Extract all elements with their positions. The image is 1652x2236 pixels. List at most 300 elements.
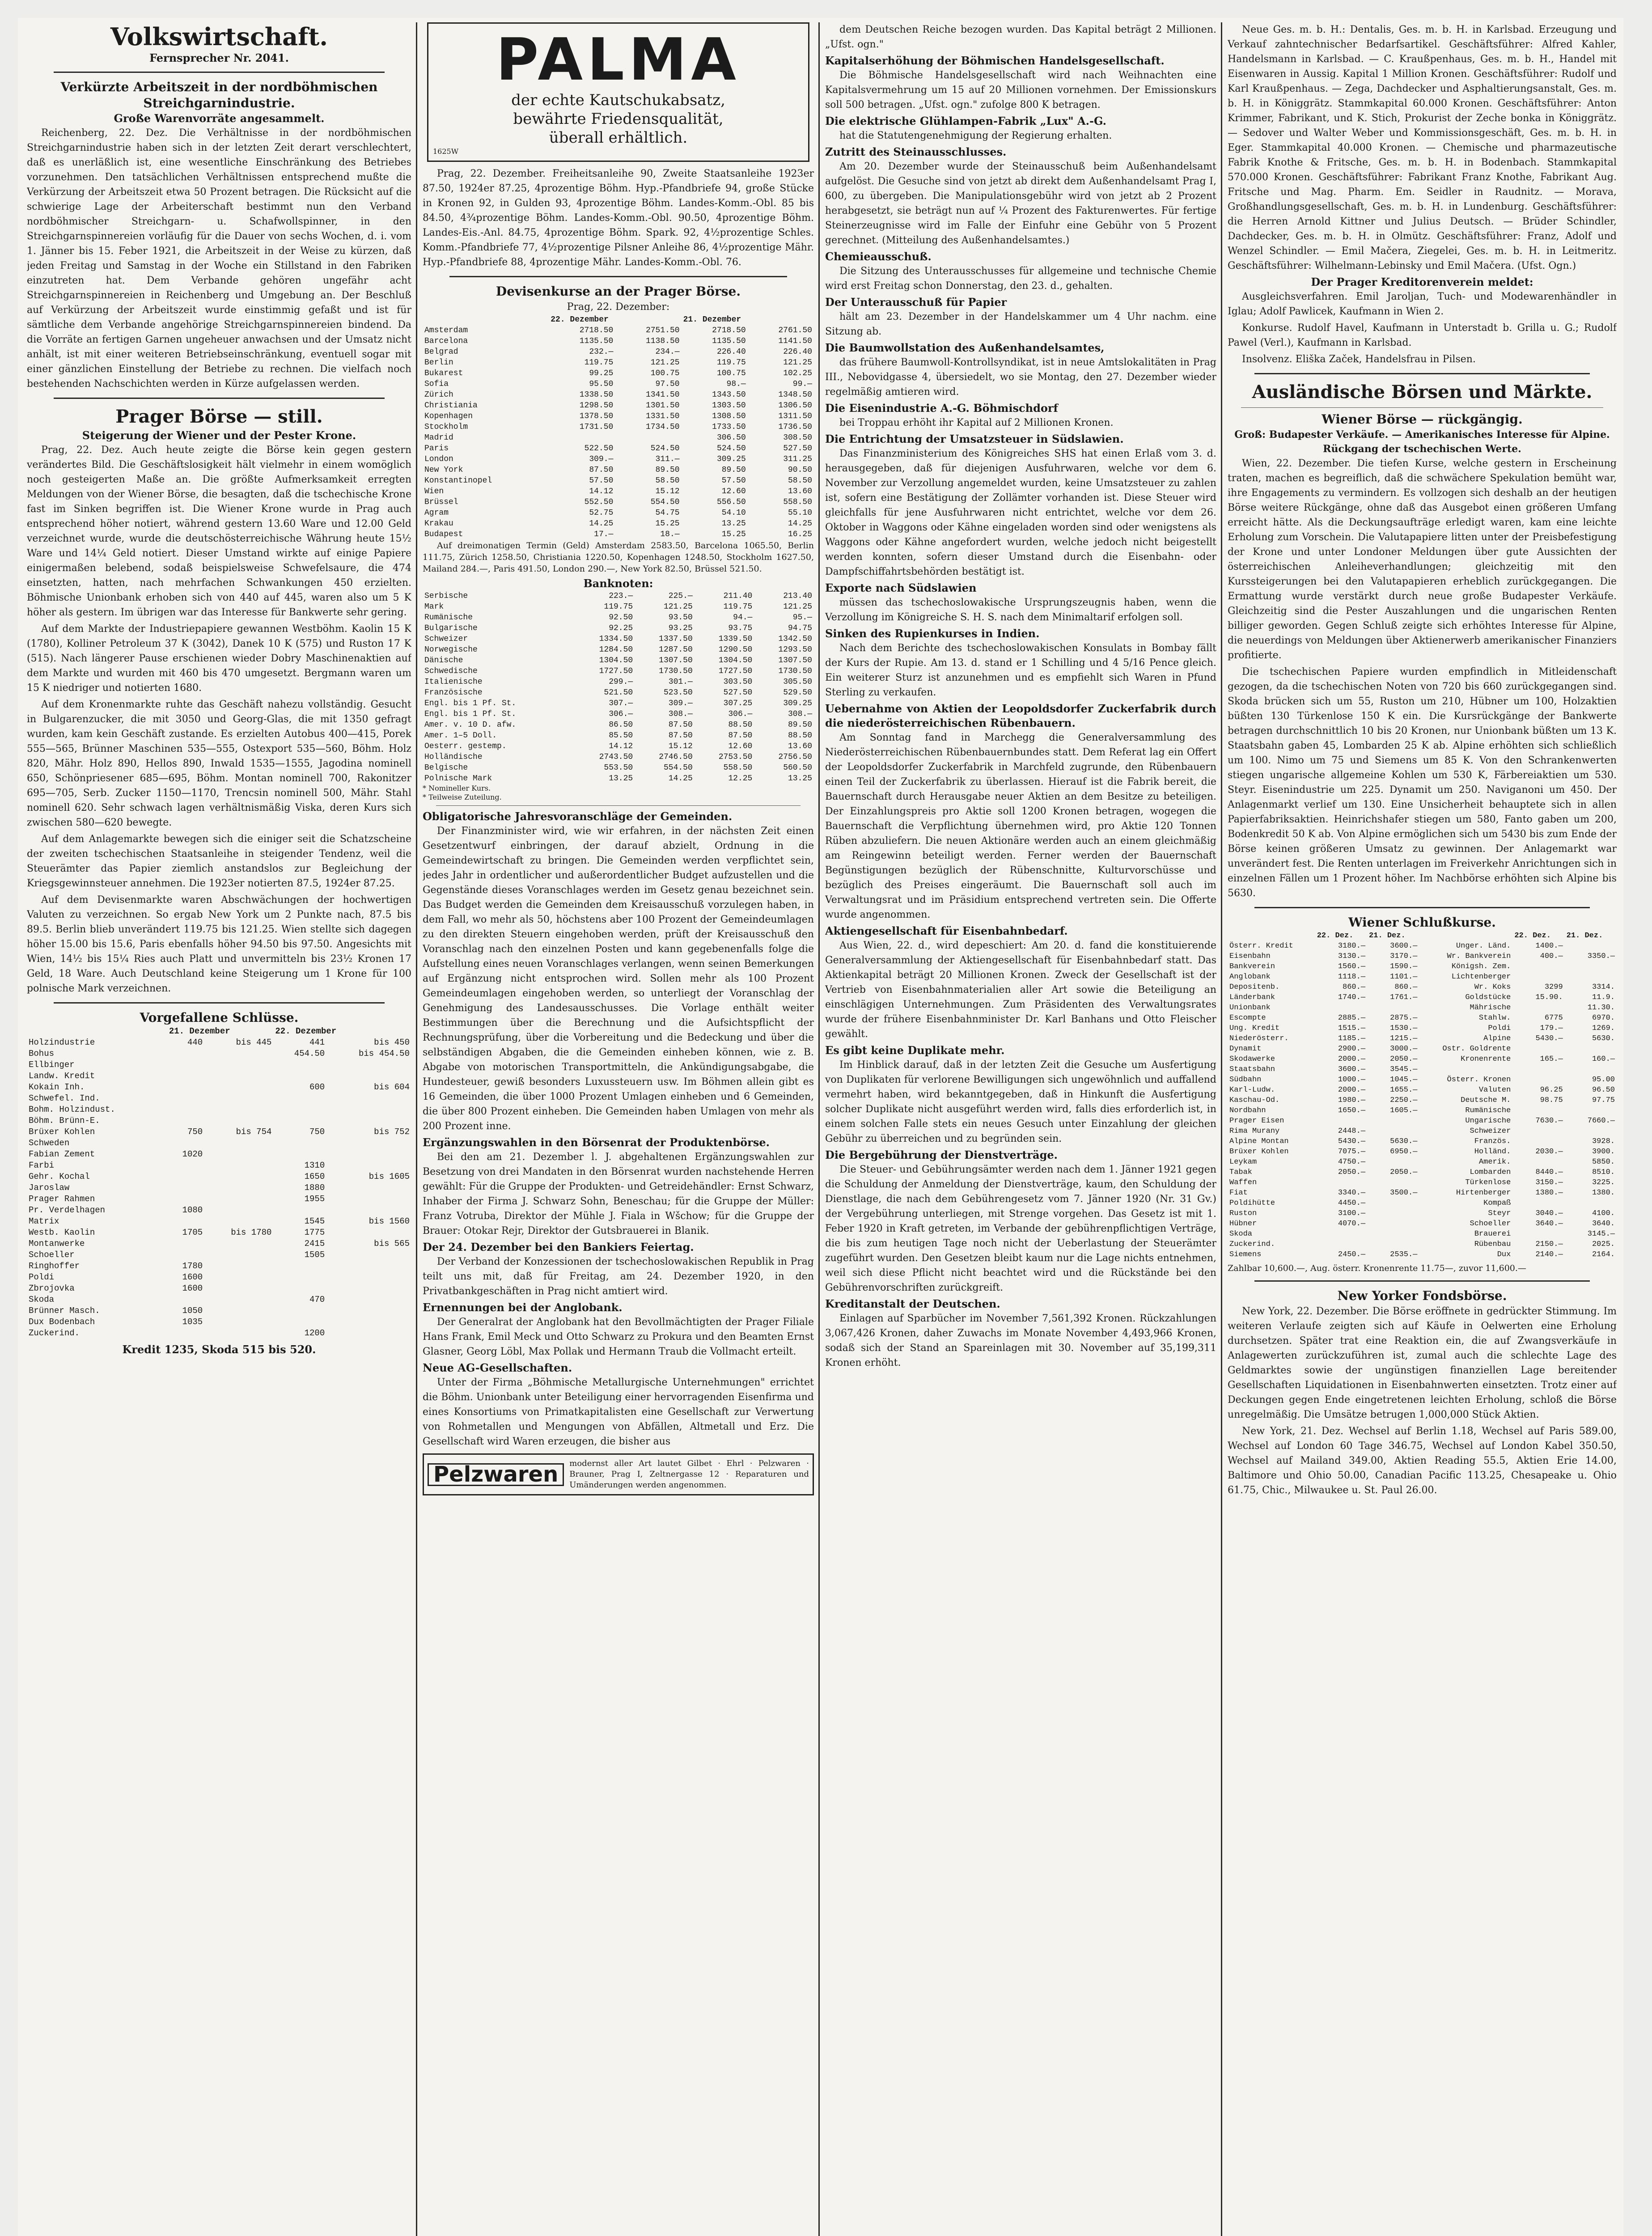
ad-line: bewährte Friedensqualität,	[513, 110, 724, 128]
table-header-cell: 22. Dezember	[275, 1026, 337, 1036]
table-cell	[167, 1115, 204, 1126]
table-cell: 308.—	[668, 710, 693, 719]
table-cell	[1565, 972, 1617, 982]
table-row	[423, 655, 814, 666]
table-row	[423, 698, 814, 709]
table-cell: 1380.—	[1535, 1189, 1563, 1197]
table-cell: 95.—	[792, 613, 812, 622]
table-cell: Dux	[1497, 1250, 1511, 1259]
table-cell: 1338.50	[579, 390, 614, 399]
table-cell: Escompte	[1229, 1014, 1266, 1022]
table-cell: Schweizer	[1470, 1127, 1511, 1135]
table-cell: 309.25	[716, 455, 746, 464]
table-row	[423, 325, 814, 336]
table-cell: 90.50	[788, 466, 812, 474]
table-cell: Schoeller	[29, 1250, 75, 1260]
article-title: Ernennungen bei der Anglobank.	[423, 1301, 623, 1314]
table-cell: 750	[187, 1127, 203, 1137]
table-cell	[167, 1104, 204, 1115]
table-cell: 2761.50	[778, 326, 812, 335]
table-cell: 1334.50	[599, 635, 633, 644]
table-cell	[326, 1294, 411, 1305]
table-cell: 1284.50	[599, 645, 633, 654]
table-cell: Bohus	[29, 1049, 55, 1059]
table-cell: Lichtenberger	[1451, 973, 1511, 981]
table-row	[1228, 951, 1617, 961]
table-cell	[1315, 1229, 1367, 1239]
article-paragraph: Prag, 22. Dez. Auch heute zeigte die Börse kein gegen gestern verändertes Bild. Die Geschäftslosigkeit hält vielmehr in einem womöglich noch gesteigerten Maße an. Die größte Aufmerksamkeit erregten Meldungen von der Wiener Börse, die besagten, daß die tschechische Krone fast im Sinken begriffen ist. Die Wiener Krone wurde in Prag auch entsprechend höher notiert, während gestern 13.60 Ware und 12.00 Geld verzeichnet wurde, wurde die deutschösterreichische Währung heute 15½ Ware und 14¼ Geld notiert. Dieser Umstand wirkte auf einige Papiere einigermaßen belebend, sodaß beispielsweise Schwefelsaure, die 474 einsetzten, hatten, nach mehrfachen Schwankungen 450 erzielten. Böhmische Unionbank erhoben sich von 440 auf 445, waren also um 5 K höher als gestern. Im übrigen war das Interesse für Bankwerte sehr gering.	[27, 445, 411, 618]
table-cell: Zürich	[424, 390, 453, 399]
table-cell: Eisenbahn	[1229, 952, 1271, 961]
table-row	[423, 347, 814, 357]
table-cell	[204, 1071, 273, 1082]
table-cell: Hirtenberger	[1456, 1189, 1511, 1197]
table-cell	[273, 1115, 326, 1126]
table-cell	[1367, 1177, 1419, 1188]
table-row	[1228, 1147, 1617, 1157]
table-cell: 1736.50	[778, 423, 812, 432]
table-cell: 308.50	[783, 433, 812, 442]
table-cell: 223.—	[609, 592, 633, 601]
table-cell: 97.50	[655, 380, 680, 389]
table-cell: Polnische Mark	[424, 774, 492, 783]
table-cell	[204, 1317, 273, 1328]
table-date: Prag, 22. Dezember:	[567, 301, 670, 313]
table-header-cell: 22. Dez.	[1514, 932, 1551, 940]
table-cell: 8440.—	[1535, 1168, 1563, 1177]
table-row	[27, 1082, 411, 1093]
table-row	[423, 752, 814, 762]
table-cell: Goldstücke	[1465, 993, 1511, 1002]
table-cell: 2743.50	[599, 753, 633, 762]
banknotes-table	[423, 591, 814, 784]
article-paragraph: Nach dem Berichte des tschechoslowakischen Konsulats in Bombay fällt der Kurs der Rupie. Am 13. d. stand er 1 Schilling und 4 5/16 Pence gleich. Ein weiterer Sturz ist anzunehmen und es empfiehlt sich Waren in Pfund Sterling zu verkaufen.	[825, 643, 1216, 698]
table-cell: Stockholm	[424, 423, 468, 432]
article-paragraph: New York, 21. Dez. Wechsel auf Berlin 1.18, Wechsel auf Paris 589.00, Wechsel auf London 60 Tage 346.75, Wechsel auf London Kabel 350.50, Wechsel auf Mailand 349.00, Aktien Reading 55.5, Aktien Erie 14.00, Baltimore und Ohio 50.00, Canadian Pacific 113.25, Chesapeake u. Ohio 61.75, Chic., Milwaukee u. St. Paul 26.00.	[1228, 1426, 1617, 1496]
table-cell: 441	[309, 1038, 325, 1047]
article-title: Kreditanstalt der Deutschen.	[825, 1297, 1000, 1310]
table-cell: 307.25	[723, 699, 753, 708]
table-cell: Brüxer Kohlen	[29, 1127, 95, 1137]
table-footer: Kredit 1235, Skoda 515 bis 520.	[122, 1343, 316, 1356]
table-cell: 299.—	[609, 678, 633, 686]
table-row	[1228, 1198, 1617, 1208]
table-row	[423, 518, 814, 529]
table-cell: 13.25	[788, 774, 812, 783]
article-paragraph: Unter der Firma „Böhmische Metallurgische Unternehmungen" errichtet die Böhm. Unionbank unter Beteiligung einer hervorragenden Eisenfirma und eines Konsortiums von Primatkapitalisten eine Gesellschaft zur Verwertung von Rohmetallen und Mengungen von Abfällen, Altmetall und Erz. Die Gesellschaft wird Waren erzeugen, die bisher aus	[423, 1377, 814, 1447]
table-cell: 87.50	[668, 731, 693, 740]
table-row	[423, 411, 814, 422]
table-cell: 88.50	[788, 731, 812, 740]
table-cell: Brüssel	[424, 498, 458, 507]
table-cell	[1512, 1075, 1564, 1085]
table-cell: 92.25	[609, 624, 633, 633]
table-cell	[204, 1294, 273, 1305]
table-header-cell: 21. Dezember	[169, 1026, 230, 1036]
table-cell: 14.25	[788, 519, 812, 528]
table-cell: 554.50	[650, 498, 680, 507]
table-row	[1228, 1023, 1617, 1033]
table-cell: 1605.—	[1390, 1106, 1418, 1115]
table-cell: 527.50	[783, 444, 812, 453]
table-cell	[326, 1059, 411, 1071]
table-cell: Fabian Zement	[29, 1149, 95, 1159]
table-cell	[326, 1115, 411, 1126]
table-cell	[326, 1138, 411, 1149]
table-cell: 226.40	[783, 347, 812, 356]
table-cell	[204, 1082, 273, 1093]
table-row	[1228, 1208, 1617, 1219]
table-cell: 2756.50	[778, 753, 812, 762]
article-title: Die elektrische Glühlampen-Fabrik „Lux" A.-G.	[825, 114, 1106, 127]
table-cell: 2000.—	[1338, 1086, 1366, 1094]
article-paragraph: Die Böhmische Handelsgesellschaft wird nach Weihnachten eine Kapitalsvermehrung um 15 auf 20 Millionen vornehmen. Der Emissionskurs soll 500 betragen. „Ufst. ogn." zufolge 800 K betragen.	[825, 70, 1216, 110]
table-row	[423, 475, 814, 486]
article-title: Kapitalserhöhung der Böhmischen Handelsgesellschaft.	[825, 54, 1165, 67]
table-row	[1228, 1044, 1617, 1054]
table-cell	[326, 1149, 411, 1160]
table-cell: 1740.—	[1338, 993, 1366, 1002]
table-cell	[204, 1283, 273, 1294]
table-row	[1228, 982, 1617, 992]
table-cell: 213.40	[783, 592, 812, 601]
table-header-row	[27, 1026, 411, 1037]
article-title: Chemieausschuß.	[825, 250, 932, 263]
table-cell: 523.50	[663, 688, 693, 697]
table-cell: bis 752	[374, 1127, 410, 1137]
table-row	[1228, 1085, 1617, 1095]
table-cell: 226.40	[716, 347, 746, 356]
table-row	[423, 773, 814, 784]
table-row	[1228, 1095, 1617, 1105]
table-cell: Rübenbau	[1474, 1240, 1511, 1249]
divider	[1241, 407, 1603, 408]
table-row	[27, 1138, 411, 1149]
table-cell: 1955	[304, 1194, 325, 1204]
article-title: Exporte nach Südslawien	[825, 581, 977, 594]
article-paragraph: Bei den am 21. Dezember l. J. abgehaltenen Ergänzungswahlen zur Besetzung von drei Mandaten in den Börsenrat wurden nachstehende Herren gewählt: Für die Gruppe der Produkten- und Getreidehändler: Ernst Schwarz, Inhaber der Firma J. Schwarz Sohn, Beneschau; für die Gruppe der Müller: Franz Votruba, Direktor der Mühle J. Fiala in Wšchow; für die Gruppe der Brauer: Otokar Rejr, Direktor der Gutsbrauerei in Blanik.	[423, 1152, 814, 1237]
divider	[436, 805, 801, 806]
table-cell: 1731.50	[579, 423, 614, 432]
table-cell	[204, 1160, 273, 1171]
article-paragraph: Reichenberg, 22. Dez. Die Verhältnisse in der nordböhmischen Streichgarnindustrie haben sich in der letzten Zeit derart verschlechtert, daß es unerläßlich ist, eine wesentliche Einschränkung des Betriebes vorzunehmen. Den tatsächlichen Verhältnissen entsprechend mußte die Verkürzung der Arbeitszeit etwa 50 Prozent betragen. Die Rücksicht auf die schwierige Lage der Arbeiterschaft bestimmt nun den Verband nordböhmischer Streichgarn- u. Schafwollspinner, in den Streichgarnspinnereien vorläufig für die Dauer von sechs Wochen, d. i. vom 1. Jänner bis 15. Feber 1921, die Arbeitszeit in der Weise zu kürzen, daß jeden Freitag und Samstag in der Woche ein Stillstand in den Fabriken einzutreten hat. Dem Verbande gehören ungefähr acht Streichgarnspinnereien in Reichenberg und Umgebung an. Der Beschluß auf Verkürzung der Arbeitszeit wurde einstimmig gefaßt und ist für sämtliche dem Verbande angehörige Streichgarnspinnereien bindend. Da die Vorräte an fertigen Garnen ungeheuer anwachsen und der Umsatz nicht anhält, ist mit einer weiteren Betriebseinschränkung, eventuell sogar mit einer gänzlichen Einstellung der Betriebe zu rechnen. Die vielfach noch bestehenden Nachschichten werden in Kürze aufgelassen werden.	[27, 127, 411, 390]
table-cell: Kompaß	[1483, 1199, 1511, 1207]
table-cell: 521.50	[604, 688, 633, 697]
table-cell	[1512, 1126, 1564, 1136]
table-row	[27, 1160, 411, 1171]
table-cell	[167, 1216, 204, 1227]
table-footer: Zahlbar 10,600.—, Aug. österr. Kronenrente 11.75—, zuvor 11,600.—	[1228, 1263, 1526, 1273]
table-row	[423, 443, 814, 454]
table-cell	[326, 1227, 411, 1238]
table-cell	[204, 1249, 273, 1261]
table-cell	[1367, 1198, 1419, 1208]
table-row	[423, 720, 814, 730]
table-cell: Kopenhagen	[424, 412, 473, 421]
article-subtitle: Steigerung der Wiener und der Pester Krone.	[82, 429, 356, 442]
article-paragraph: hat die Statutengenehmigung der Regierung erhalten.	[839, 130, 1112, 141]
table-cell	[1565, 1126, 1617, 1136]
table-cell	[1512, 1064, 1564, 1075]
table-cell: 1775	[304, 1228, 325, 1237]
table-cell: 1545	[304, 1216, 325, 1226]
table-cell	[326, 1283, 411, 1294]
table-cell: New York	[424, 466, 463, 474]
table-cell: Paris	[424, 444, 449, 453]
table-cell: 1304.50	[718, 656, 753, 665]
table-cell: 2415	[304, 1239, 325, 1249]
table-cell: bis 565	[374, 1239, 410, 1249]
table-cell	[1512, 961, 1564, 972]
table-cell	[1315, 1177, 1367, 1188]
table-cell: 52.75	[589, 508, 614, 517]
table-cell: Bohm. Holzindust.	[29, 1105, 115, 1114]
table-row	[423, 368, 814, 379]
table-cell: 8510.	[1592, 1168, 1615, 1177]
table-cell: 303.50	[723, 678, 753, 686]
table-cell	[204, 1059, 273, 1071]
table-cell: 18.—	[660, 530, 680, 539]
table-row	[1228, 1249, 1617, 1260]
table-cell: Brauerei	[1474, 1230, 1511, 1238]
article-paragraph: Auf dem Devisenmarkte waren Abschwächungen der hochwertigen Valuten zu verzeichnen. So ergab New York um 2 Punkte nach, 87.5 bis 89.5. Berlin blieb unverändert 119.75 bis 121.25. Wien stellte sich dagegen höher 15.00 bis 15.6, Paris ebenfalls höher 94.50 bis 97.50. Angesichts mit Wien, 14½ bis 15¼ Ries auch Platt und unvermitteln bis 23½ Kronen 17 Geld, 18 Ware. Auch Deutschland keine Steigerung um 1 Krone für 100 polnische Mark verzeichnen.	[27, 894, 411, 994]
table-row	[423, 336, 814, 347]
table-cell: 1339.50	[718, 635, 753, 644]
table-cell: 1303.50	[712, 401, 746, 410]
table-cell	[326, 1317, 411, 1328]
table-cell: Bulgarische	[424, 624, 478, 633]
table-cell: Skoda	[1229, 1230, 1253, 1238]
table-cell: 119.75	[716, 358, 746, 367]
table-cell	[1367, 1157, 1419, 1167]
table-cell	[273, 1272, 326, 1283]
table-cell: Dux Bodenbach	[29, 1317, 95, 1327]
table-row	[423, 730, 814, 741]
table-row	[27, 1328, 411, 1339]
table-row	[423, 508, 814, 518]
table-cell: Stahlw.	[1478, 1014, 1511, 1022]
table-cell: 3130.—	[1338, 952, 1366, 961]
table-title: Wiener Schlußkurse.	[1348, 915, 1496, 930]
table-cell: 1341.50	[645, 390, 680, 399]
table-cell: 98.—	[726, 380, 746, 389]
table-cell	[1367, 1229, 1419, 1239]
table-row	[27, 1227, 411, 1238]
table-cell: 225.—	[668, 592, 693, 601]
table-cell	[167, 1138, 204, 1149]
table-cell: Wr. Bankverein	[1447, 952, 1511, 961]
table-cell: 560.50	[783, 763, 812, 772]
divider	[54, 1002, 385, 1004]
table-cell	[1512, 1044, 1564, 1054]
closings-table	[27, 1026, 411, 1339]
table-row	[423, 400, 814, 411]
footnote: * Teilweise Zuteilung.	[423, 793, 502, 801]
table-row	[1228, 1219, 1617, 1229]
table-cell: 3170.—	[1390, 952, 1418, 961]
divider	[1254, 1280, 1590, 1282]
table-cell: 558.50	[723, 763, 753, 772]
article-paragraph: Wien, 22. Dezember. Die tiefen Kurse, welche gestern in Erscheinung traten, machen es begreiflich, daß die schwächere Spekulation bemüht war, ihre Engagements zu vermindern. Es vollzogen sich deshalb an der heutigen Börse weitere Rückgänge, ohne daß das Ausgebot einen größeren Umfang erreicht hätte. Als die Deckungsaufträge erledigt waren, kam eine leichte Erholung zum Vorschein. Die Valutapapiere litten unter der Preisbefestigung der Krone und unter Londoner Meldungen über gute Aussichten der österreichischen Anleiheverhandlungen; gleichzeitig mit den Kurssteigerungen bei den Valutapapieren erheblich zurückgegangen. Die Ermattung wurde verstärkt durch neue große Budapester Verkäufe. Gleichzeitig sind die Pester Auszahlungen und die ungarischen Renten billiger geworden. Gegen Schluß zeigte sich erhöhtes Interesse für Alpine, die neuerdings von Meldungen über Aktienerwerb amerikanischer Finanziers profitierte.	[1228, 458, 1617, 661]
table-cell: Krakau	[424, 519, 453, 528]
table-cell: Barcelona	[424, 337, 468, 346]
article-title: Zutritt des Steinausschlusses.	[825, 145, 1007, 158]
table-row	[423, 486, 814, 497]
table-cell: 1331.50	[645, 412, 680, 421]
table-cell: 301.—	[668, 678, 693, 686]
table-title: Devisenkurse an der Prager Börse.	[496, 284, 741, 299]
table-cell: 1400.—	[1535, 942, 1563, 950]
table-cell	[549, 432, 615, 443]
table-cell: 89.50	[721, 466, 746, 474]
table-cell: Schoeller	[1470, 1220, 1511, 1228]
article-paragraph: Am Sonntag fand in Marchegg die Generalversammlung des Niederösterreichischen Rübenbauernbundes statt. Dem Referat lag ein Offert der Leopoldsdorfer Zuckerfabrik in Marchfeld zugrunde, den Rübenbauern einen Teil der Zuckerfabrik zu überlassen. Hierauf ist die Fabrik bereit, die Bauernschaft durch Herausgabe neuer Aktien an dem Besitze zu beteiligen. Der Einzahlungspreis pro Aktie soll 1200 Kronen betragen, wogegen die Bauernschaft die Verpflichtung übernehmen wird, pro Aktie 120 Tonnen Rüben abzuliefern. Die neuen Aktionäre werden auch an einem gleichmäßig am Reingewinn beteiligt werden. Ferner werden der Bauernschaft Begünstigungen bezüglich der Rübenschnitte, Kulturvorschüsse und bezüglich des Preises eingeräumt. Die Bauernschaft soll auch im Verwaltungsrat und im Präsidium entsprechend vertreten sein. Die Offerte wurde angenommen.	[825, 732, 1216, 920]
table-cell: 2900.—	[1338, 1045, 1366, 1053]
table-cell	[326, 1104, 411, 1115]
table-cell: 95.50	[589, 380, 614, 389]
table-cell: 2030.—	[1535, 1148, 1563, 1156]
table-cell	[167, 1071, 204, 1082]
table-cell: Lombarden	[1470, 1168, 1511, 1177]
table-cell	[273, 1138, 326, 1149]
table-cell: 522.50	[584, 444, 614, 453]
table-cell: 1050	[182, 1306, 203, 1316]
table-cell	[167, 1249, 204, 1261]
table-cell: 121.25	[650, 358, 680, 367]
table-cell: Ellbinger	[29, 1060, 75, 1070]
table-row	[27, 1283, 411, 1294]
table-cell: Farbi	[29, 1160, 55, 1170]
table-cell	[1512, 1136, 1564, 1147]
table-cell: Belgrad	[424, 347, 458, 356]
table-row	[27, 1059, 411, 1071]
table-cell: 860.—	[1343, 983, 1366, 991]
table-cell: 1306.50	[778, 401, 812, 410]
table-cell: Amer. 1–5 Doll.	[424, 731, 497, 740]
table-cell: Siemens	[1229, 1250, 1262, 1259]
table-cell: bis 450	[374, 1038, 410, 1047]
table-cell: 121.25	[783, 358, 812, 367]
table-cell	[204, 1171, 273, 1182]
article-paragraph: Ausgleichsverfahren. Emil Jaroljan, Tuch- und Modewarenhändler in Iglau; Adolf Pawlicek, Kaufmann in Wien 2.	[1228, 291, 1617, 317]
table-cell: 3640.—	[1535, 1220, 1563, 1228]
table-cell	[1512, 1157, 1564, 1167]
table-cell: Zbrojovka	[29, 1283, 75, 1293]
table-cell: 93.75	[728, 624, 753, 633]
table-cell	[1367, 1116, 1419, 1126]
ad-line: überall erhältlich.	[549, 129, 688, 147]
table-row	[27, 1238, 411, 1249]
table-cell: 87.50	[589, 466, 614, 474]
table-cell	[204, 1104, 273, 1115]
table-cell	[1512, 1003, 1564, 1013]
table-cell: 527.50	[723, 688, 753, 697]
table-cell: 529.50	[783, 688, 812, 697]
table-header-cell: 22. Dezember	[551, 315, 609, 324]
table-cell: 553.50	[604, 763, 633, 772]
table-row	[27, 1071, 411, 1082]
table-cell: 1185.—	[1338, 1034, 1366, 1043]
table-cell: 11.9.	[1592, 993, 1615, 1002]
table-cell: 96.25	[1540, 1086, 1563, 1094]
divider	[1254, 373, 1590, 374]
table-cell	[167, 1048, 204, 1059]
table-row	[423, 762, 814, 773]
table-cell: 2718.50	[712, 326, 746, 335]
table-cell: 7630.—	[1535, 1117, 1563, 1125]
table-cell: Hübner	[1229, 1220, 1257, 1228]
table-row	[27, 1126, 411, 1138]
table-cell: 94.—	[733, 613, 753, 622]
table-cell: 1141.50	[778, 337, 812, 346]
table-cell: 1304.50	[599, 656, 633, 665]
table-cell: 3340.—	[1338, 1189, 1366, 1197]
table-cell: 1290.50	[718, 645, 753, 654]
table-cell: 119.75	[584, 358, 614, 367]
table-cell: 1080	[182, 1205, 203, 1215]
table-row	[27, 1037, 411, 1048]
table-cell: 2535.—	[1390, 1250, 1418, 1259]
article-paragraph: das frühere Baumwoll-Kontrollsyndikat, ist in neue Amtslokalitäten in Prag III., Nebovidgasse 4, übersiedelt, wo sie Montag, den 27. Dezember wieder regelmäßig amtieren wird.	[825, 357, 1216, 398]
table-cell: 121.25	[783, 602, 812, 611]
table-cell: 1980.—	[1338, 1096, 1366, 1105]
divider	[54, 398, 385, 399]
table-row	[1228, 1116, 1617, 1126]
table-cell: 311.25	[783, 455, 812, 464]
table-cell	[326, 1160, 411, 1171]
article-paragraph: Die Steuer- und Gebührungsämter werden nach dem 1. Jänner 1921 gegen die Schuldung der Anmeldung der Dienstverträge, kaum, den Schuldung der Dienstlage, die nach dem Gebührengesetz vom 7. Jänner 1920 (Nr. 31 Gv.) der Vergebührung unterliegen, mit Strenge vorgehen. Das Gesetz ist mit 1. Feber 1920 in Kraft getreten, im Verbande der gebührenpflichtigen Verträge, die bis zum heutigen Tage noch nicht der Ueberlastung der Steuerämter zugeführt wurden. Den Gesetzen bleibt kaum nur die Lage nichts entnehmen, weil sich diese Pflicht nicht beachtet wird und die Rückstände bei den Gebührenvorschriften zurückgreift.	[825, 1164, 1216, 1293]
table-cell: Belgische	[424, 763, 468, 772]
table-cell: 1337.50	[659, 635, 693, 644]
table-cell	[273, 1104, 326, 1115]
table-row	[423, 687, 814, 698]
article-title: Neue AG-Gesellschaften.	[423, 1361, 572, 1374]
table-row	[1228, 1136, 1617, 1147]
table-cell: 1515.—	[1338, 1024, 1366, 1033]
table-cell: Länderbank	[1229, 993, 1275, 1002]
table-cell: Prager Eisen	[1229, 1117, 1284, 1125]
devisen-note: Auf dreimonatigen Termin (Geld) Amsterdam 2583.50, Barcelona 1065.50, Berlin 111.75, Zürich 1258.50, Christiania 1220.50, Kopenhagen 1248.50, Stockholm 1627.50, Mailand 284.—, Paris 491.50, London 290.—, New York 82.50, Brüssel 521.50.	[423, 541, 814, 574]
table-cell	[1565, 1064, 1617, 1075]
table-cell	[1512, 972, 1564, 982]
table-cell: Kronenrente	[1461, 1055, 1511, 1063]
table-row	[423, 432, 814, 443]
table-cell: Ungarische	[1465, 1117, 1511, 1125]
table-cell: Wr. Koks	[1474, 983, 1511, 991]
table-cell: 12.25	[728, 774, 753, 783]
article-title: Die Baumwollstation des Außenhandelsamtes,	[825, 341, 1105, 354]
table-cell: 1287.50	[659, 645, 693, 654]
table-cell	[273, 1261, 326, 1272]
table-header-cell	[423, 314, 549, 325]
divider	[1254, 907, 1590, 908]
article-paragraph: Insolvenz. Eliška Začek, Handelsfrau in Pilsen.	[1242, 354, 1476, 365]
table-row	[423, 379, 814, 390]
table-cell: 1734.50	[645, 423, 680, 432]
table-cell: 97.75	[1592, 1096, 1615, 1105]
column-1	[27, 22, 411, 2236]
table-cell	[1367, 1208, 1419, 1219]
article-paragraph: hält am 23. Dezember in der Handelskammer um 4 Uhr nachm. eine Sitzung ab.	[825, 311, 1216, 337]
table-cell: 1380.	[1592, 1189, 1615, 1197]
table-cell	[1512, 1198, 1564, 1208]
table-cell: Rumänische	[424, 613, 473, 622]
table-cell: 14.12	[609, 742, 633, 751]
article-paragraph: bei Troppau erhöht ihr Kapital auf 2 Millionen Kronen.	[839, 417, 1114, 428]
table-cell: 1307.50	[778, 656, 812, 665]
table-cell: Amsterdam	[424, 326, 468, 335]
table-cell: 92.50	[609, 613, 633, 622]
